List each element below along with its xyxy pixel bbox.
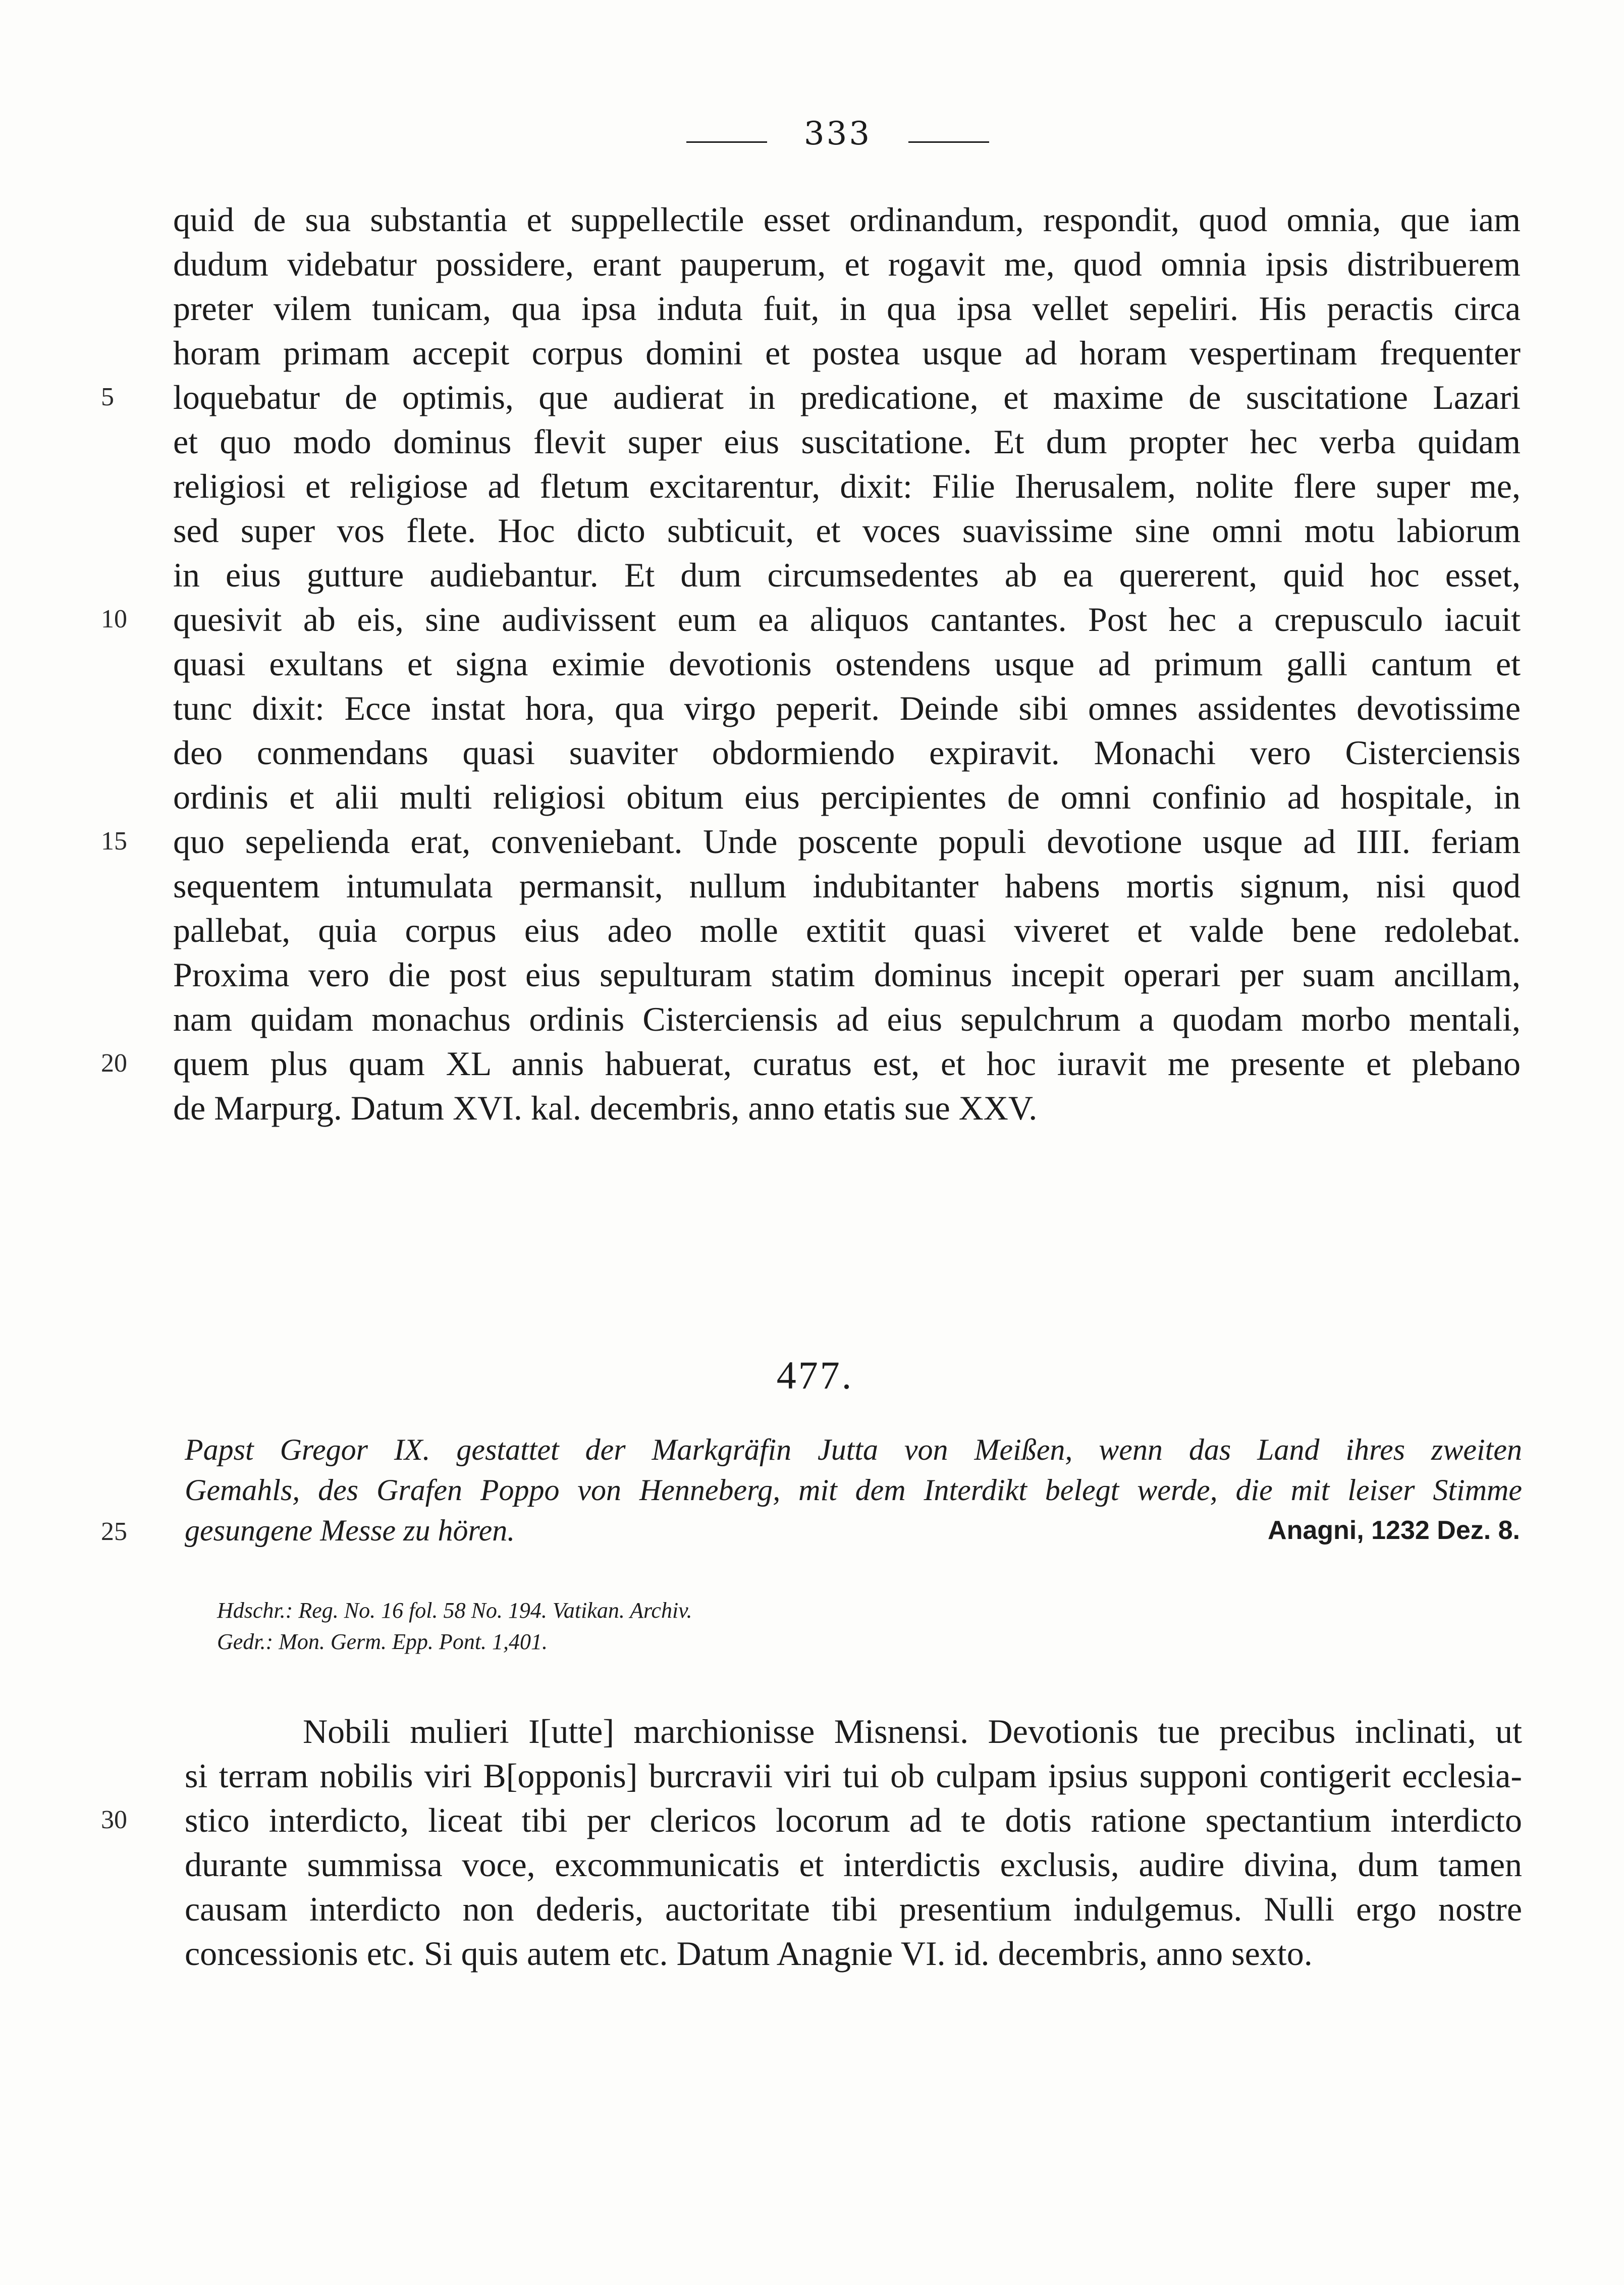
source-label: Hdschr.: bbox=[217, 1598, 293, 1623]
line-number: 5 bbox=[101, 383, 114, 411]
text-line: de Marpurg. Datum XVI. kal. decembris, anno etatis sue XXV. bbox=[173, 1089, 1038, 1127]
text-line: sequentem intumulata permansit, nullum indubitanter habens mortis signum, nisi quod bbox=[173, 867, 1521, 905]
text-line: pallebat, quia corpus eius adeo molle extitit quasi viveret et valde bene redolebat. bbox=[173, 911, 1521, 949]
regest-line: gesungene Messe zu hören. bbox=[185, 1514, 515, 1547]
regest-line: Papst Gregor IX. gestattet der Markgräfin Jutta von Meißen, wenn das Land ihres zweiten bbox=[185, 1433, 1522, 1466]
text-line: horam primam accepit corpus domini et postea usque ad horam vespertinam frequenter bbox=[173, 334, 1521, 372]
text-line: deo conmendans quasi suaviter obdormiendo expiravit. Monachi vero Cisterciensis bbox=[173, 733, 1521, 772]
place-date: Anagni, 1232 Dez. 8. bbox=[1268, 1516, 1520, 1545]
text-line: sed super vos flete. Hoc dicto subticuit, et voces suavissime sine omni motu labiorum bbox=[173, 511, 1521, 550]
text-line: ordinis et alii multi religiosi obitum eius percipientes de omni confinio ad hospitale, in bbox=[173, 778, 1521, 816]
body-line: causam interdicto non dederis, auctoritate tibi presentium indulgemus. Nulli ergo nostre bbox=[185, 1890, 1522, 1928]
source-printed bbox=[217, 1626, 548, 1658]
text-line: preter vilem tunicam, qua ipsa induta fuit, in qua ipsa vellet sepeliri. His peractis circa bbox=[173, 289, 1521, 328]
line-number: 10 bbox=[101, 605, 127, 633]
page-header bbox=[0, 115, 1624, 166]
text-line: quo sepelienda erat, conveniebant. Unde poscente populi devotione usque ad IIII. feriam bbox=[173, 822, 1521, 861]
text-line: nam quidam monachus ordinis Cisterciensis ad eius sepulchrum a quodam morbo mentali, bbox=[173, 1000, 1521, 1038]
text-line: religiosi et religiose ad fletum excitarentur, dixit: Filie Iherusalem, nolite flere super me, bbox=[173, 467, 1521, 505]
text-line: quid de sua substantia et suppellectile esset ordinandum, respondit, quod omnia, que iam bbox=[173, 200, 1521, 239]
text-line: in eius gutture audiebantur. Et dum circumsedentes ab ea quererent, quid hoc esset, bbox=[173, 556, 1521, 594]
line-number: 15 bbox=[101, 827, 127, 856]
body-line: stico interdicto, liceat tibi per clericos locorum ad te dotis ratione spectantium interdicto bbox=[185, 1801, 1522, 1839]
source-label: Gedr.: bbox=[217, 1629, 274, 1654]
text-line: quasi exultans et signa eximie devotionis ostendens usque ad primum galli cantum et bbox=[173, 645, 1521, 683]
page-number: 333 bbox=[803, 115, 872, 152]
header-rule-right bbox=[908, 141, 989, 143]
text-line: tunc dixit: Ecce instat hora, qua virgo peperit. Deinde sibi omnes assidentes devotissime bbox=[173, 689, 1521, 727]
line-number: 25 bbox=[101, 1517, 127, 1546]
text-line: loquebatur de optimis, que audierat in predicatione, et maxime de suscitatione Lazari bbox=[173, 378, 1521, 416]
text-line: et quo modo dominus flevit super eius suscitatione. Et dum propter hec verba quidam bbox=[173, 422, 1521, 461]
text-line: quem plus quam XL annis habuerat, curatus est, et hoc iuravit me presente et plebano bbox=[173, 1044, 1521, 1083]
body-line: concessionis etc. Si quis autem etc. Datum Anagnie VI. id. decembris, anno sexto. bbox=[185, 1934, 1313, 1973]
source-text: Reg. No. 16 fol. 58 No. 194. Vatikan. Archiv. bbox=[298, 1598, 692, 1623]
regest-line: Gemahls, des Grafen Poppo von Henneberg, mit dem Interdikt belegt werde, die mit leiser Stimme bbox=[185, 1473, 1522, 1507]
line-number: 20 bbox=[101, 1049, 127, 1078]
document-number: 477. bbox=[776, 1353, 854, 1397]
text-line: Proxima vero die post eius sepulturam statim dominus incepit operari per suam ancillam, bbox=[173, 955, 1521, 994]
body-line: durante summissa voce, excommunicatis et interdictis exclusis, audire divina, dum tamen bbox=[185, 1845, 1522, 1884]
body-line: si terram nobilis viri B[opponis] burcravii viri tui ob culpam ipsius supponi contigerit ecclesia- bbox=[185, 1757, 1522, 1795]
line-number: 30 bbox=[101, 1805, 127, 1834]
source-manuscript bbox=[217, 1595, 692, 1626]
source-text: Mon. Germ. Epp. Pont. 1,401. bbox=[279, 1629, 548, 1654]
header-rule-left bbox=[686, 141, 767, 143]
body-line: Nobili mulieri I[utte] marchionisse Misnensi. Devotionis tue precibus inclinati, ut bbox=[303, 1712, 1522, 1750]
text-line: quesivit ab eis, sine audivissent eum ea aliquos cantantes. Post hec a crepusculo iacuit bbox=[173, 600, 1521, 639]
text-line: dudum videbatur possidere, erant pauperum, et rogavit me, quod omnia ipsis distribuerem bbox=[173, 245, 1521, 283]
